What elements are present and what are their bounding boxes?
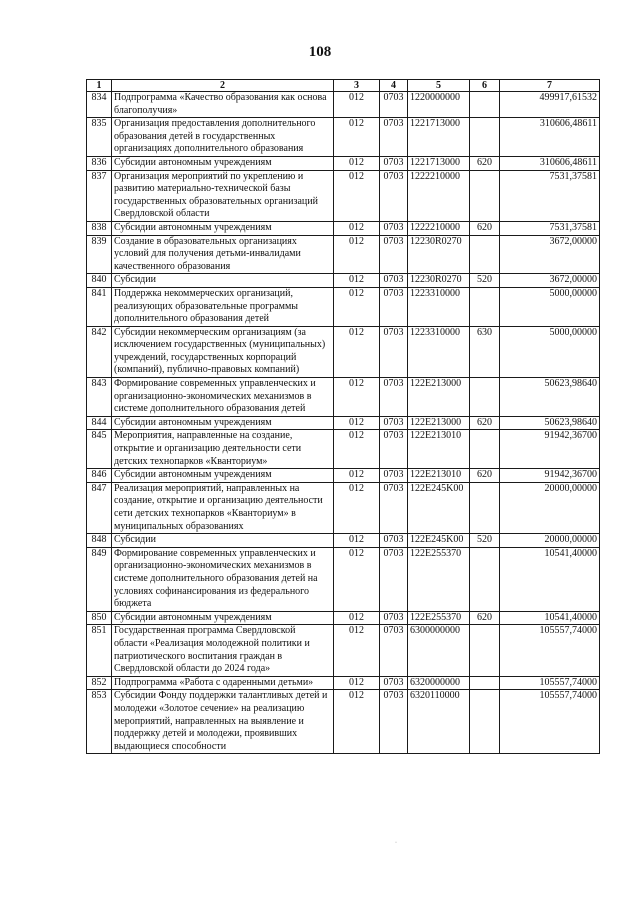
expense-type-code: 620 [470,156,500,170]
row-name: Субсидии некоммерческим организациям (за исключением государственных (муниципальных) учреждений, государственных корпораций (компаний), публично-правовых компаний) [112,326,334,377]
target-code: 122E213010 [408,430,470,469]
amount: 5000,00000 [500,287,600,326]
scan-dot: · [395,840,397,846]
row-name: Субсидии Фонду поддержки талантливых детей и молодежи «Золотое сечение» на реализацию мероприятий, направленных на выявление и поддержку детей и молодежи, проявивших выдающиеся способности [112,690,334,754]
amount: 7531,37581 [500,170,600,221]
ministry-code: 012 [334,221,380,235]
amount: 10541,40000 [500,547,600,611]
row-name: Государственная программа Свердловской области «Реализация молодежной политики и патриотического воспитания граждан в Свердловской области до 2024 года» [112,625,334,676]
row-name: Организация мероприятий по укреплению и развитию материально-технической базы государственных образовательных организаций Свердловской области [112,170,334,221]
expense-type-code: 620 [470,221,500,235]
target-code: 6320110000 [408,690,470,754]
ministry-code: 012 [334,690,380,754]
table-row [87,221,600,235]
amount: 3672,00000 [500,274,600,288]
section-code: 0703 [380,378,408,417]
target-code: 12230R0270 [408,235,470,274]
row-number: 850 [87,611,112,625]
expense-type-code: 630 [470,326,500,377]
expense-type-code [470,547,500,611]
header-cell-2: 2 [112,80,334,92]
target-code: 1220000000 [408,92,470,118]
row-name: Субсидии [112,534,334,548]
amount: 105557,74000 [500,690,600,754]
ministry-code: 012 [334,287,380,326]
section-code: 0703 [380,274,408,288]
table-row [87,482,600,533]
ministry-code: 012 [334,378,380,417]
row-name: Реализация мероприятий, направленных на создание, открытие и организацию деятельности сети детских технопарков «Кванториум» в муниципальных образованиях [112,482,334,533]
amount: 91942,36700 [500,469,600,483]
section-code: 0703 [380,690,408,754]
target-code: 12230R0270 [408,274,470,288]
section-code: 0703 [380,676,408,690]
row-name: Субсидии автономным учреждениям [112,221,334,235]
target-code: 1222210000 [408,170,470,221]
expense-type-code [470,430,500,469]
ministry-code: 012 [334,235,380,274]
expense-type-code: 520 [470,534,500,548]
target-code: 122E213000 [408,378,470,417]
section-code: 0703 [380,625,408,676]
header-row [87,80,600,92]
ministry-code: 012 [334,170,380,221]
row-number: 843 [87,378,112,417]
row-number: 842 [87,326,112,377]
expense-type-code: 620 [470,416,500,430]
amount: 50623,98640 [500,378,600,417]
ministry-code: 012 [334,547,380,611]
amount: 3672,00000 [500,235,600,274]
target-code: 122E213000 [408,416,470,430]
ministry-code: 012 [334,676,380,690]
expense-type-code [470,287,500,326]
section-code: 0703 [380,430,408,469]
header-cell-4: 4 [380,80,408,92]
target-code: 122E245K00 [408,534,470,548]
row-number: 848 [87,534,112,548]
ministry-code: 012 [334,274,380,288]
amount: 310606,48611 [500,118,600,157]
section-code: 0703 [380,547,408,611]
target-code: 122E255370 [408,611,470,625]
target-code: 122E245K00 [408,482,470,533]
table-row [87,534,600,548]
row-name: Подпрограмма «Качество образования как основа благополучия» [112,92,334,118]
page-number: 108 [308,44,332,60]
header-cell-6: 6 [470,80,500,92]
ministry-code: 012 [334,118,380,157]
row-number: 834 [87,92,112,118]
target-code: 6300000000 [408,625,470,676]
row-number: 840 [87,274,112,288]
section-code: 0703 [380,534,408,548]
row-number: 844 [87,416,112,430]
table-row [87,469,600,483]
table-row [87,92,600,118]
amount: 310606,48611 [500,156,600,170]
row-number: 838 [87,221,112,235]
section-code: 0703 [380,118,408,157]
table-row [87,326,600,377]
row-name: Субсидии автономным учреждениям [112,156,334,170]
section-code: 0703 [380,156,408,170]
row-name: Мероприятия, направленные на создание, открытие и организацию деятельности сети детских технопарков «Кванториум» [112,430,334,469]
amount: 50623,98640 [500,416,600,430]
expense-type-code [470,690,500,754]
ministry-code: 012 [334,625,380,676]
target-code: 1222210000 [408,221,470,235]
row-number: 849 [87,547,112,611]
ministry-code: 012 [334,92,380,118]
section-code: 0703 [380,92,408,118]
ministry-code: 012 [334,534,380,548]
row-number: 853 [87,690,112,754]
row-number: 845 [87,430,112,469]
row-number: 835 [87,118,112,157]
section-code: 0703 [380,287,408,326]
expense-type-code [470,625,500,676]
ministry-code: 012 [334,156,380,170]
amount: 5000,00000 [500,326,600,377]
row-number: 851 [87,625,112,676]
table-row [87,547,600,611]
table-row [87,274,600,288]
section-code: 0703 [380,611,408,625]
target-code: 1221713000 [408,156,470,170]
table-row [87,430,600,469]
table-row [87,287,600,326]
target-code: 122E213010 [408,469,470,483]
amount: 91942,36700 [500,430,600,469]
table-row [87,416,600,430]
row-number: 847 [87,482,112,533]
expense-type-code: 620 [470,611,500,625]
table-row [87,676,600,690]
expense-type-code [470,118,500,157]
amount: 105557,74000 [500,625,600,676]
table-row [87,235,600,274]
row-name: Создание в образовательных организациях условий для получения детьми-инвалидами качественного образования [112,235,334,274]
amount: 20000,00000 [500,482,600,533]
table-body [87,92,600,754]
expense-type-code [470,378,500,417]
section-code: 0703 [380,416,408,430]
section-code: 0703 [380,235,408,274]
target-code: 1223310000 [408,326,470,377]
table-row [87,378,600,417]
row-name: Поддержка некоммерческих организаций, реализующих образовательные программы дополнительного образования детей [112,287,334,326]
target-code: 6320000000 [408,676,470,690]
expense-type-code: 620 [470,469,500,483]
header-cell-7: 7 [500,80,600,92]
row-name: Формирование современных управленческих и организационно-экономических механизмов в системе дополнительного образования детей на условиях софинансирования из федерального бюджета [112,547,334,611]
target-code: 1221713000 [408,118,470,157]
ministry-code: 012 [334,326,380,377]
expense-type-code [470,170,500,221]
row-number: 837 [87,170,112,221]
header-cell-5: 5 [408,80,470,92]
amount: 7531,37581 [500,221,600,235]
row-name: Субсидии автономным учреждениям [112,611,334,625]
row-name: Формирование современных управленческих и организационно-экономических механизмов в системе дополнительного образования детей [112,378,334,417]
table-row [87,690,600,754]
amount: 10541,40000 [500,611,600,625]
section-code: 0703 [380,469,408,483]
amount: 105557,74000 [500,676,600,690]
ministry-code: 012 [334,482,380,533]
ministry-code: 012 [334,611,380,625]
table-row [87,170,600,221]
expense-type-code: 520 [470,274,500,288]
table-row [87,611,600,625]
row-number: 841 [87,287,112,326]
header-cell-3: 3 [334,80,380,92]
section-code: 0703 [380,482,408,533]
header-cell-1: 1 [87,80,112,92]
row-name: Субсидии [112,274,334,288]
target-code: 122E255370 [408,547,470,611]
ministry-code: 012 [334,469,380,483]
row-name: Субсидии автономным учреждениям [112,416,334,430]
row-number: 852 [87,676,112,690]
amount: 499917,61532 [500,92,600,118]
budget-table [86,79,600,754]
table-row [87,156,600,170]
expense-type-code [470,676,500,690]
row-number: 836 [87,156,112,170]
section-code: 0703 [380,170,408,221]
row-number: 846 [87,469,112,483]
row-name: Организация предоставления дополнительного образования детей в государственных организациях дополнительного образования [112,118,334,157]
expense-type-code [470,92,500,118]
expense-type-code [470,235,500,274]
expense-type-code [470,482,500,533]
section-code: 0703 [380,221,408,235]
row-name: Подпрограмма «Работа с одаренными детьми» [112,676,334,690]
row-name: Субсидии автономным учреждениям [112,469,334,483]
ministry-code: 012 [334,430,380,469]
target-code: 1223310000 [408,287,470,326]
amount: 20000,00000 [500,534,600,548]
table-row [87,118,600,157]
ministry-code: 012 [334,416,380,430]
row-number: 839 [87,235,112,274]
section-code: 0703 [380,326,408,377]
table-row [87,625,600,676]
